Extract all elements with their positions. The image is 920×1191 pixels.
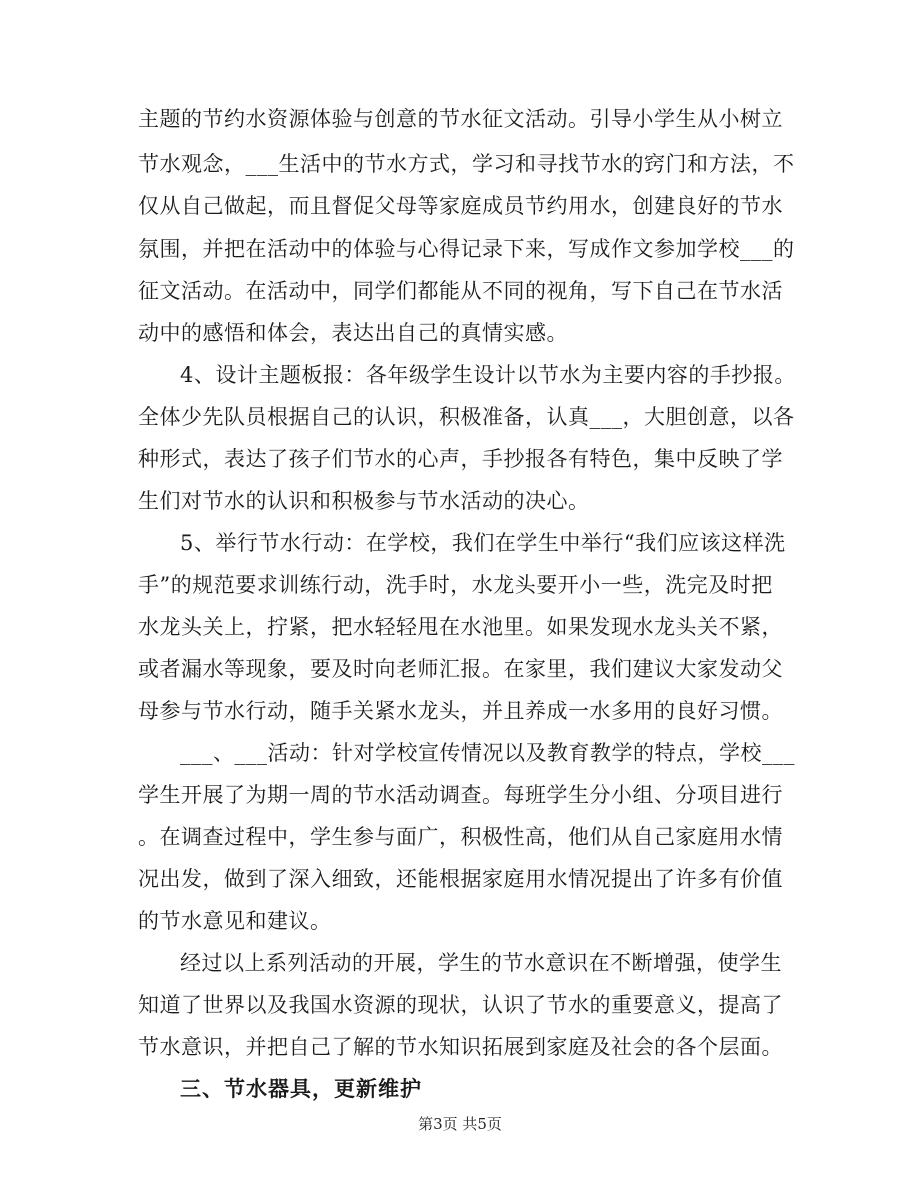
text-line: 知道了世界以及我国水资源的现状，认识了节水的重要意义，提高了 <box>138 993 783 1017</box>
text-line: 母参与节水行动，随手关紧水龙头，并且养成一水多用的良好习惯。 <box>138 699 783 723</box>
text-line: 种形式，表达了孩子们节水的心声，手抄报各有特色，集中反映了学 <box>138 447 783 471</box>
text-line: 学生开展了为期一周的节水活动调查。每班学生分小组、分项目进行 <box>138 783 783 807</box>
text-line: 节水意识，并把自己了解的节水知识拓展到家庭及社会的各个层面。 <box>138 1035 783 1059</box>
text-line: 动中的感悟和体会，表达出自己的真情实感。 <box>138 321 568 345</box>
text-line: 仅从自己做起，而且督促父母等家庭成员节约用水，创建良好的节水 <box>138 194 783 218</box>
text-line: 主题的节约水资源体验与创意的节水征文活动。引导小学生从小树立 <box>138 107 783 131</box>
paragraph-5-first-line: 5、举行节水行动：在学校，我们在学生中举行“我们应该这样洗 <box>180 531 786 555</box>
paragraph-4-first-line: 4、设计主题板报：各年级学生设计以节水为主要内容的手抄报。 <box>180 363 796 387</box>
summary-first-line: 经过以上系列活动的开展，学生的节水意识在不断增强，使学生 <box>180 951 782 975</box>
text-line: 全体少先队员根据自己的认识，积极准备，认真___，大胆创意，以各 <box>138 405 795 429</box>
text-line: 。在调查过程中，学生参与面广，积极性高，他们从自己家庭用水情 <box>138 825 783 849</box>
text-line: 节水观念，___生活中的节水方式，学习和寻找节水的窍门和方法，不 <box>138 152 795 176</box>
text-line: 氛围，并把在活动中的体验与心得记录下来，写成作文参加学校___的 <box>138 237 795 261</box>
text-line: 或者漏水等现象，要及时向老师汇报。在家里，我们建议大家发动父 <box>138 657 783 681</box>
section-heading: 三、节水器具，更新维护 <box>180 1076 422 1101</box>
page-number: 第3页 共5页 <box>418 1115 502 1133</box>
text-line: 征文活动。在活动中，同学们都能从不同的视角，写下自己在节水活 <box>138 279 783 303</box>
text-line: 水龙头关上，拧紧，把水轻轻甩在水池里。如果发现水龙头关不紧， <box>138 615 783 639</box>
paragraph-6-first-line: ___、___活动：针对学校宣传情况以及教育教学的特点，学校___ <box>180 741 795 765</box>
text-line: 生们对节水的认识和积极参与节水活动的决心。 <box>138 489 590 513</box>
text-line: 的节水意见和建议。 <box>138 909 332 933</box>
text-line: 况出发，做到了深入细致，还能根据家庭用水情况提出了许多有价值 <box>138 867 783 891</box>
text-line: 手”的规范要求训练行动，洗手时，水龙头要开小一些，洗完及时把 <box>138 573 773 597</box>
